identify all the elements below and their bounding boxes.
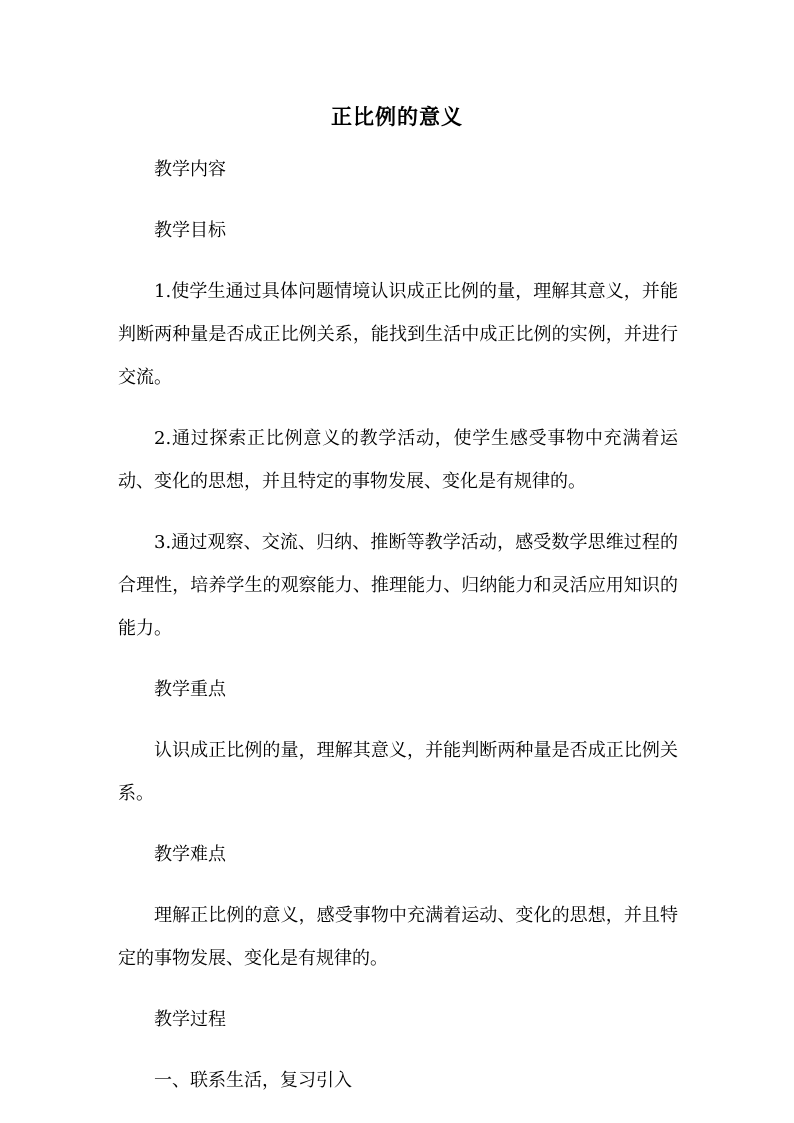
objective-3: 3.通过观察、交流、归纳、推断等教学活动，感受数学思维过程的合理性，培养学生的观察能力、推理能力、归纳能力和灵活应用知识的能力。	[118, 532, 678, 639]
section-heading-key-points: 教学重点	[154, 679, 226, 700]
objective-2: 2.通过探索正比例意义的教学活动，使学生感受事物中充满着运动、变化的思想，并且特定的事物发展、变化是有规律的。	[118, 428, 678, 492]
key-points-text: 认识成正比例的量，理解其意义，并能判断两种量是否成正比例关系。	[118, 740, 678, 804]
section-heading-content: 教学内容	[154, 159, 226, 180]
difficulties-text: 理解正比例的意义，感受事物中充满着运动、变化的思想，并且特定的事物发展、变化是有规律的。	[118, 905, 678, 969]
objective-1: 1.使学生通过具体问题情境认识成正比例的量，理解其意义，并能判断两种量是否成正比例关系，能找到生活中成正比例的实例，并进行交流。	[118, 281, 678, 388]
document-title: 正比例的意义	[331, 104, 463, 129]
section-heading-difficulties: 教学难点	[154, 844, 226, 865]
section-heading-objectives: 教学目标	[154, 220, 226, 241]
document-body	[118, 148, 678, 1120]
process-step-1: 一、联系生活，复习引入	[154, 1070, 352, 1091]
section-heading-process: 教学过程	[154, 1009, 226, 1030]
